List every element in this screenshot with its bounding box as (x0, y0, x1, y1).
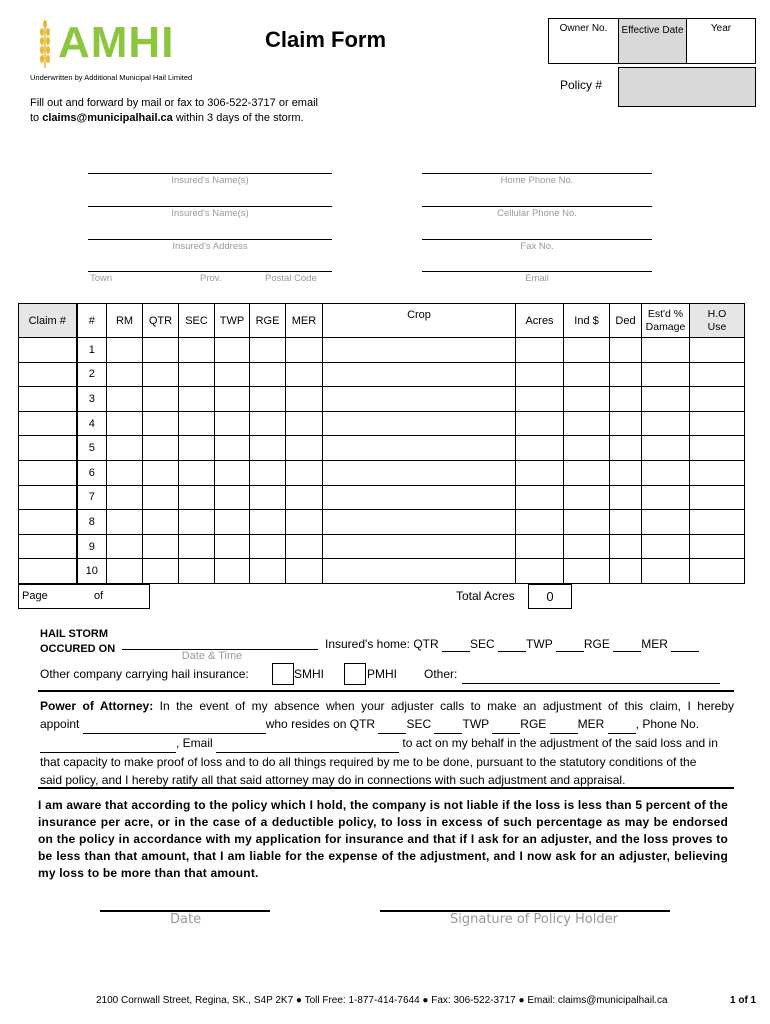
home-mer-label: MER (641, 637, 668, 651)
col-qtr: QTR (143, 304, 179, 338)
liability-statement: I am aware that according to the policy which I hold, the company is not liable if the loss is less than 5 percent of the insurance per acre, or in the case of a deductible policy, to loss in excess of such percentage as may be endorsed on the policy in accordance with my application for insurance and that if I ask for an adjuster, and the loss proves to be less than that amount, that I am liable for the expense of the adjustment, and I now ask for an adjuster, believing my loss to be more than that amount. (38, 798, 728, 880)
table-cell[interactable] (642, 485, 690, 510)
table-cell[interactable] (286, 510, 323, 535)
table-cell[interactable] (250, 387, 286, 412)
amhi-logo (38, 18, 175, 70)
date-time-label: Date & Time (181, 650, 243, 662)
poa-rge-input[interactable] (550, 715, 578, 734)
power-of-attorney (40, 697, 734, 789)
table-row (19, 387, 745, 412)
poa-line1 (40, 697, 734, 715)
claim-number-cell[interactable] (19, 387, 77, 412)
table-cell[interactable] (250, 436, 286, 461)
table-cell[interactable] (610, 460, 642, 485)
table-cell[interactable] (642, 338, 690, 363)
home-rge-input[interactable] (613, 637, 641, 652)
poa-sec-label: SEC (406, 717, 432, 731)
table-cell[interactable] (179, 460, 215, 485)
total-acres-label: Total Acres (456, 589, 515, 603)
table-cell[interactable] (690, 436, 745, 461)
poa-label: Power of Attorney: (40, 699, 154, 713)
row-number-cell: 1 (77, 338, 107, 363)
table-cell[interactable] (564, 534, 610, 559)
row-number-cell: 4 (77, 411, 107, 436)
poa-phone-label: , Phone No. (635, 717, 700, 731)
table-cell[interactable] (179, 436, 215, 461)
table-cell[interactable] (690, 411, 745, 436)
table-cell[interactable] (610, 362, 642, 387)
poa-qtr-input[interactable] (378, 715, 406, 734)
table-cell[interactable] (642, 387, 690, 412)
page-label: Page (22, 590, 48, 602)
col-damage: Est'd % Damage (642, 304, 690, 338)
table-cell[interactable] (179, 510, 215, 535)
table-cell[interactable] (564, 411, 610, 436)
col-twp: TWP (215, 304, 250, 338)
table-cell[interactable] (179, 362, 215, 387)
table-cell[interactable] (250, 362, 286, 387)
underwritten-text: Underwritten by Additional Municipal Hail Limited (30, 73, 193, 82)
table-cell[interactable] (516, 362, 564, 387)
table-row (19, 485, 745, 510)
row-number-cell: 8 (77, 510, 107, 535)
insured-name-1-input[interactable] (88, 173, 332, 174)
table-cell[interactable] (179, 534, 215, 559)
occured-on-text: OCCURED ON (40, 643, 116, 655)
table-cell[interactable] (179, 387, 215, 412)
row-number-cell: 6 (77, 460, 107, 485)
pmhi-checkbox[interactable] (344, 663, 366, 685)
other-label: Other: (424, 667, 458, 681)
table-cell[interactable] (516, 411, 564, 436)
table-cell[interactable] (516, 559, 564, 584)
wheat-icon (38, 20, 52, 70)
prov-label: Prov. (200, 273, 222, 284)
table-cell[interactable] (690, 559, 745, 584)
col-ho-use: H.O Use (690, 304, 745, 338)
owner-no-field[interactable] (549, 19, 619, 63)
page-title: Claim Form (265, 27, 387, 52)
table-cell[interactable] (286, 559, 323, 584)
poa-line3 (40, 734, 734, 753)
row-number-cell: 2 (77, 362, 107, 387)
effective-date-label: Effective Date (621, 25, 684, 36)
table-cell[interactable] (250, 534, 286, 559)
col-claim: Claim # (19, 304, 77, 338)
hail-storm-text: HAIL STORM (40, 628, 109, 640)
table-row (19, 559, 745, 584)
poa-line2 (40, 715, 734, 734)
row-number-cell: 9 (77, 534, 107, 559)
table-cell[interactable] (323, 460, 516, 485)
home-twp-input[interactable] (556, 637, 584, 652)
table-cell[interactable] (564, 485, 610, 510)
fax-label: Fax No. (520, 241, 554, 252)
home-twp-label: TWP (526, 637, 553, 651)
date-signature-label: Date (170, 912, 202, 927)
table-cell[interactable] (642, 534, 690, 559)
email-label: Email (525, 273, 549, 284)
instructions-line1: Fill out and forward by mail or fax to 306-522-3717 or email (30, 97, 318, 109)
table-cell[interactable] (642, 510, 690, 535)
home-qtr-input[interactable] (442, 637, 470, 652)
claim-number-cell[interactable] (19, 559, 77, 584)
table-cell[interactable] (286, 485, 323, 510)
table-cell[interactable] (516, 436, 564, 461)
attorney-phone-input[interactable] (40, 734, 176, 753)
table-cell[interactable] (215, 460, 250, 485)
table-cell[interactable] (323, 411, 516, 436)
table-cell[interactable] (107, 338, 143, 363)
col-ind: Ind $ (564, 304, 610, 338)
table-cell[interactable] (564, 510, 610, 535)
table-cell[interactable] (107, 411, 143, 436)
table-cell[interactable] (107, 436, 143, 461)
policy-label: Policy # (560, 78, 603, 92)
table-cell[interactable] (516, 338, 564, 363)
claim-number-cell[interactable] (19, 436, 77, 461)
table-cell[interactable] (179, 559, 215, 584)
table-cell[interactable] (250, 485, 286, 510)
claim-number-cell[interactable] (19, 460, 77, 485)
table-cell[interactable] (690, 387, 745, 412)
table-cell[interactable] (286, 534, 323, 559)
poa-twp-label: TWP (462, 717, 489, 731)
claim-number-cell[interactable] (19, 510, 77, 535)
table-cell[interactable] (179, 485, 215, 510)
table-row (19, 436, 745, 461)
table-cell[interactable] (107, 534, 143, 559)
hail-storm-label (40, 627, 115, 657)
table-cell[interactable] (215, 338, 250, 363)
table-row (19, 411, 745, 436)
table-cell[interactable] (143, 485, 179, 510)
table-cell[interactable] (323, 362, 516, 387)
owner-no-label: Owner No. (559, 23, 608, 34)
table-cell[interactable] (286, 338, 323, 363)
table-cell[interactable] (564, 338, 610, 363)
table-cell[interactable] (215, 362, 250, 387)
year-label: Year (710, 23, 732, 34)
table-cell[interactable] (107, 387, 143, 412)
table-cell[interactable] (143, 411, 179, 436)
table-cell[interactable] (143, 338, 179, 363)
table-cell[interactable] (107, 559, 143, 584)
table-cell[interactable] (286, 411, 323, 436)
attorney-email-input[interactable] (216, 734, 399, 753)
page-number: 1 of 1 (730, 995, 757, 1006)
table-cell[interactable] (250, 338, 286, 363)
table-cell[interactable] (323, 436, 516, 461)
table-cell[interactable] (143, 559, 179, 584)
policy-holder-signature-label: Signature of Policy Holder (450, 912, 618, 927)
table-cell[interactable] (323, 485, 516, 510)
poa-twp-input[interactable] (492, 715, 520, 734)
table-cell[interactable] (516, 510, 564, 535)
poa-resides-label: who resides on QTR (265, 717, 376, 731)
table-cell[interactable] (323, 534, 516, 559)
table-cell[interactable] (610, 485, 642, 510)
instructions (30, 96, 360, 126)
table-cell[interactable] (323, 338, 516, 363)
row-number-cell: 3 (77, 387, 107, 412)
table-cell[interactable] (610, 436, 642, 461)
table-cell[interactable] (107, 460, 143, 485)
col-crop: Crop (323, 304, 516, 338)
col-number: # (77, 304, 107, 338)
poa-mer-input[interactable] (608, 715, 636, 734)
owner-info-box (548, 18, 756, 64)
table-cell[interactable] (610, 411, 642, 436)
home-mer-input[interactable] (671, 637, 699, 652)
table-cell[interactable] (250, 460, 286, 485)
table-cell[interactable] (215, 436, 250, 461)
table-cell[interactable] (690, 362, 745, 387)
col-acres: Acres (516, 304, 564, 338)
table-row (19, 362, 745, 387)
table-cell[interactable] (323, 559, 516, 584)
table-cell[interactable] (642, 411, 690, 436)
table-cell[interactable] (516, 460, 564, 485)
cell-phone-input[interactable] (422, 206, 652, 207)
table-cell[interactable] (215, 559, 250, 584)
table-cell[interactable] (107, 362, 143, 387)
col-mer: MER (286, 304, 323, 338)
insured-address-label: Insured's Address (172, 241, 248, 252)
year-field[interactable] (687, 19, 755, 63)
email-input[interactable] (422, 271, 652, 272)
home-phone-label: Home Phone No. (500, 175, 574, 186)
col-rge: RGE (250, 304, 286, 338)
instructions-email: claims@municipalhail.ca (42, 112, 173, 124)
table-cell[interactable] (642, 559, 690, 584)
home-rge-label: RGE (583, 637, 610, 651)
table-cell[interactable] (250, 559, 286, 584)
table-cell[interactable] (690, 460, 745, 485)
table-cell[interactable] (107, 485, 143, 510)
effective-date-field[interactable] (619, 19, 687, 63)
col-sec: SEC (179, 304, 215, 338)
table-cell[interactable] (690, 510, 745, 535)
table-cell[interactable] (143, 534, 179, 559)
insured-name-2-label: Insured's Name(s) (171, 208, 249, 219)
table-cell[interactable] (564, 436, 610, 461)
row-number-cell: 7 (77, 485, 107, 510)
table-cell[interactable] (143, 436, 179, 461)
claims-table (18, 303, 745, 584)
logo-text: AMHI (58, 18, 175, 67)
insured-name-2-input[interactable] (88, 206, 332, 207)
table-cell[interactable] (516, 387, 564, 412)
table-cell[interactable] (564, 362, 610, 387)
claim-number-cell[interactable] (19, 338, 77, 363)
table-cell[interactable] (215, 387, 250, 412)
table-cell[interactable] (250, 411, 286, 436)
table-cell[interactable] (286, 387, 323, 412)
instructions-to: to (30, 112, 43, 124)
table-cell[interactable] (107, 510, 143, 535)
table-cell[interactable] (516, 485, 564, 510)
divider-2 (38, 787, 734, 789)
table-cell[interactable] (143, 387, 179, 412)
poa-email-label: , Email (176, 736, 213, 750)
table-cell[interactable] (143, 460, 179, 485)
smhi-label: SMHI (294, 667, 324, 681)
table-cell[interactable] (323, 387, 516, 412)
row-number-cell: 10 (77, 559, 107, 584)
divider (38, 690, 734, 692)
town-prov-postal-input[interactable] (88, 271, 332, 272)
table-cell[interactable] (143, 510, 179, 535)
table-cell[interactable] (215, 411, 250, 436)
table-cell[interactable] (642, 362, 690, 387)
table-cell[interactable] (564, 387, 610, 412)
table-cell[interactable] (516, 534, 564, 559)
insured-name-1-label: Insured's Name(s) (171, 175, 249, 186)
home-sec-input[interactable] (498, 637, 526, 652)
insured-home-label: Insured's home: QTR (325, 637, 439, 651)
table-cell[interactable] (690, 338, 745, 363)
poa-sec-input[interactable] (434, 715, 462, 734)
table-cell[interactable] (610, 338, 642, 363)
table-row (19, 460, 745, 485)
table-cell[interactable] (610, 510, 642, 535)
table-cell[interactable] (215, 485, 250, 510)
insured-address-input[interactable] (88, 239, 332, 240)
of-label: of (94, 590, 104, 602)
table-cell[interactable] (564, 460, 610, 485)
claim-number-cell[interactable] (19, 362, 77, 387)
insured-home-location (325, 637, 699, 652)
poa-line5: said policy, and I hereby ratify all that said attorney may do in connections with such adjustment and appraisal. (40, 773, 626, 787)
col-ded: Ded (610, 304, 642, 338)
other-company-label: Other company carrying hail insurance: (40, 667, 249, 681)
smhi-checkbox[interactable] (272, 663, 294, 685)
table-cell[interactable] (286, 460, 323, 485)
table-cell[interactable] (564, 559, 610, 584)
table-cell[interactable] (690, 485, 745, 510)
poa-rge-label: RGE (520, 717, 547, 731)
claim-number-cell[interactable] (19, 411, 77, 436)
home-phone-input[interactable] (422, 173, 652, 174)
total-acres-value[interactable]: 0 (528, 584, 572, 609)
table-row (19, 510, 745, 535)
table-cell[interactable] (610, 559, 642, 584)
table-cell[interactable] (610, 387, 642, 412)
col-rm: RM (107, 304, 143, 338)
footer-address: 2100 Cornwall Street, Regina, SK., S4P 2K7 ● Toll Free: 1-877-414-7644 ● Fax: 306-522-3717 ● Email: claims@municipalhail.ca (96, 995, 668, 1006)
policy-number-field[interactable] (618, 67, 756, 107)
row-number-cell: 5 (77, 436, 107, 461)
table-cell[interactable] (610, 534, 642, 559)
table-cell[interactable] (143, 362, 179, 387)
poa-line1-text: In the event of my absence when your adjuster calls to make an adjustment of this claim, I hereby (153, 699, 734, 713)
table-cell[interactable] (642, 460, 690, 485)
claim-number-cell[interactable] (19, 534, 77, 559)
claim-number-cell[interactable] (19, 485, 77, 510)
poa-line4: that capacity to make proof of loss and to do all things required by me to be done, pursuant to the statutory conditions of the (40, 755, 697, 769)
table-cell[interactable] (215, 534, 250, 559)
town-label: Town (90, 273, 113, 284)
table-cell[interactable] (215, 510, 250, 535)
table-cell[interactable] (179, 411, 215, 436)
table-header-row (19, 304, 745, 338)
pmhi-label: PMHI (367, 667, 397, 681)
instructions-rest: within 3 days of the storm. (172, 112, 304, 124)
table-cell[interactable] (286, 362, 323, 387)
page-field[interactable] (18, 584, 150, 609)
postal-label: Postal Code (265, 273, 317, 284)
table-cell[interactable] (286, 436, 323, 461)
cell-phone-label: Cellular Phone No. (497, 208, 577, 219)
table-cell[interactable] (642, 436, 690, 461)
table-row (19, 534, 745, 559)
poa-to-act-text: to act on my behalf in the adjustment of the said loss and in (402, 736, 718, 750)
attorney-name-input[interactable] (83, 715, 266, 734)
poa-appoint-label: appoint (40, 717, 80, 731)
home-sec-label: SEC (470, 637, 495, 651)
table-cell[interactable] (250, 510, 286, 535)
table-cell[interactable] (323, 510, 516, 535)
table-cell[interactable] (690, 534, 745, 559)
table-cell[interactable] (179, 338, 215, 363)
table-row (19, 338, 745, 363)
other-input[interactable] (462, 683, 720, 684)
fax-input[interactable] (422, 239, 652, 240)
poa-mer-label: MER (577, 717, 605, 731)
